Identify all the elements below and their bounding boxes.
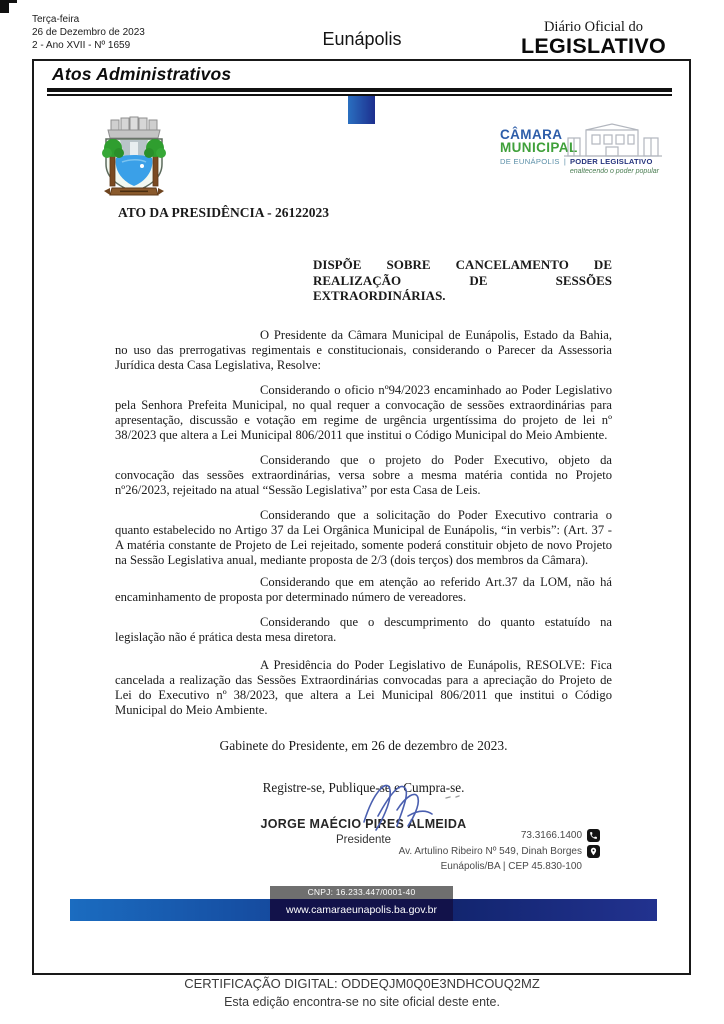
certification-note: Esta edição encontra-se no site oficial deste ente. xyxy=(224,995,500,1009)
paragraph-considerando-4: Considerando que em atenção ao referido Art.37 da LOM, não há encaminhamento de proposta por determinado número de vereadores. xyxy=(115,574,612,604)
gazette-title-top: Diário Oficial do xyxy=(543,19,643,35)
signer-role: Presidente xyxy=(336,833,391,846)
camara-municipal-logo xyxy=(500,128,665,175)
signer-name: JORGE MAÉCIO PIRES ALMEIDA xyxy=(260,816,467,831)
paragraph-considerando-1: Considerando o oficio nº94/2023 encaminhado ao Poder Legislativo pela Senhora Prefeita Municipal, no qual requer a convocação de sessões extraordinárias para apresentação, discussão e votação em regime de urgência urgentíssima do projeto de lei nº 38/2023 que altera a Lei Municipal 806/2011 que institui o Código Municipal do Meio Ambiente. xyxy=(115,382,612,442)
city-title: Eunápolis xyxy=(322,29,402,49)
camara-city: DE EUNÁPOLIS xyxy=(500,157,560,166)
municipal-word: MUNICIPAL xyxy=(500,140,578,155)
paragraph-considerando-2: Considerando que o projeto do Poder Executivo, objeto da convocação das sessões extraordinárias, versa sobre a mesma matéria contida no Projeto nº26/2023, rejeitado na atual “Sessão Legislativa” por esta Casa de Leis. xyxy=(115,452,612,497)
cnpj-badge: CNPJ: 16.233.447/0001-40 xyxy=(270,886,453,899)
corner-crop-mark xyxy=(0,0,9,13)
edition-date: 26 de Dezembro de 2023 xyxy=(32,26,145,38)
location-pin-icon xyxy=(587,845,600,858)
section-title: Atos Administrativos xyxy=(52,64,232,84)
address-line2: Eunápolis/BA | CEP 45.830-100 xyxy=(440,861,582,872)
edition-number: 2 - Ano XVII - Nº 1659 xyxy=(32,39,131,51)
website-url: www.camaraeunapolis.ba.gov.br xyxy=(270,899,453,921)
paragraph-considerando-5: Considerando que o descumprimento do quanto estatuído na legislação não é prática desta mesa diretora. xyxy=(115,614,612,644)
camara-separator: | xyxy=(563,157,566,166)
act-subject: DISPÕE SOBRE CANCELAMENTO DE REALIZAÇÃO DE SESSÕES EXTRAORDINÁRIAS. xyxy=(313,257,612,303)
paragraph-resolve: A Presidência do Poder Legislativo de Eunápolis, RESOLVE: Fica cancelada a realização das Sessões Extraordinárias convocadas para a apreciação do Projeto de Lei do Executivo nº 38/2023, que altera a Lei Municipal 806/2011 que institui o Código Municipal do Meio Ambiente. xyxy=(115,657,612,717)
camara-word: CÂMARA xyxy=(500,127,563,142)
weekday: Terça-feira xyxy=(32,14,80,25)
camara-building-icon xyxy=(562,122,664,162)
paragraph-preamble: O Presidente da Câmara Municipal de Eunápolis, Estado da Bahia, no uso das prerrogativas regimentais e constitucionais, considerando o Parecer da Assessoria Jurídica desta Casa Legislativa, Resolve: xyxy=(115,327,612,372)
section-divider xyxy=(47,88,672,96)
phone-row xyxy=(399,829,600,842)
gazette-title-bottom: LEGISLATIVO xyxy=(520,34,666,58)
contact-block xyxy=(399,829,600,873)
camara-tagline: enaltecendo o poder popular xyxy=(569,168,659,175)
closing-line: Registre-se, Publique-se e Cumpra-se. xyxy=(262,779,465,795)
phone-number: 73.3166.1400 xyxy=(520,829,582,841)
address-row xyxy=(399,845,600,858)
digital-certification: CERTIFICAÇÃO DIGITAL: ODDEQJM0Q0E3NDHCOUQ2MZ xyxy=(184,976,540,991)
act-title: ATO DA PRESIDÊNCIA - 26122023 xyxy=(118,205,330,220)
gazette-title xyxy=(521,19,666,59)
address-row-2 xyxy=(399,861,600,873)
poder-legislativo: PODER LEGISLATIVO xyxy=(569,157,653,166)
phone-icon xyxy=(587,829,600,842)
address-line1: Av. Artulino Ribeiro Nº 549, Dinah Borges xyxy=(398,845,582,857)
act-body xyxy=(115,257,612,848)
municipal-crest-logo xyxy=(86,116,182,200)
paragraph-considerando-3: Considerando que a solicitação do Poder Executivo contraria o quanto estabelecido no Artigo 37 da Lei Orgânica Municipal de Eunápolis, “in verbis”: (Art. 37 - A matéria constante de Projeto de Lei rejeitado, somente poderá constituir objeto de novo Projeto na Sessão Legislativa anual, mediante proposta de 2/3 (dois terços) dos membros da Câmara). xyxy=(115,507,612,567)
blue-accent-square xyxy=(348,96,375,124)
date-place-line: Gabinete do Presidente, em 26 de dezembro de 2023. xyxy=(219,737,508,753)
